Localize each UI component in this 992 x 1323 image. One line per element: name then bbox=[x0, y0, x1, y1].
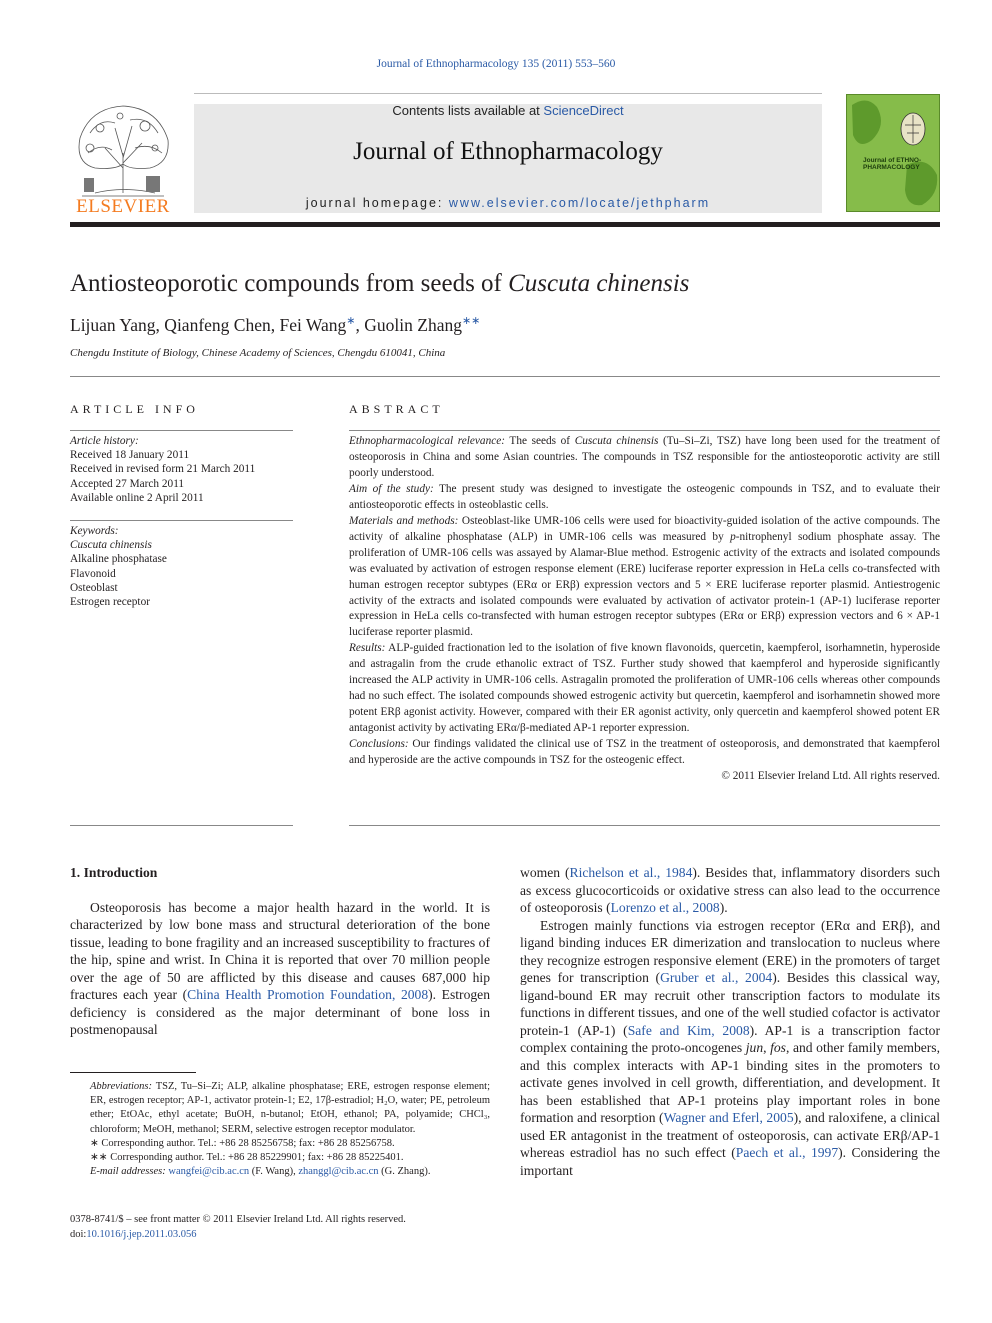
email2-name: (G. Zhang). bbox=[378, 1166, 431, 1178]
contents-prefix: Contents lists available at bbox=[392, 103, 544, 118]
history-label: Article history: bbox=[70, 435, 139, 447]
homepage-prefix: journal homepage: bbox=[305, 196, 449, 210]
abstract-bottom-rule bbox=[349, 825, 940, 826]
email1-name: (F. Wang), bbox=[249, 1166, 299, 1178]
aim-text: The present study was designed to investigate the osteogenic compounds in TSZ, and to evaluate their antiosteoporotic effects in osteoblastic cells. bbox=[349, 482, 940, 511]
methods-label: Materials and methods: bbox=[349, 514, 459, 527]
r2-comma: , bbox=[763, 1040, 771, 1055]
intro-right-column bbox=[520, 864, 940, 1179]
relevance-label: Ethnopharmacological relevance: bbox=[349, 435, 506, 447]
abstract-heading: ABSTRACT bbox=[349, 402, 444, 416]
intro-paragraph-continued bbox=[520, 864, 940, 917]
footnote-rule bbox=[70, 1072, 196, 1073]
authors-last: , Guolin Zhang bbox=[355, 314, 462, 335]
methods-text-a: Osteoblast-like UMR-106 cells were used for bioactivity-guided isolation of the active compounds. The activity of alkaline phosphatase (ALP) in UMR-106 cells was measured by bbox=[349, 514, 940, 543]
elsevier-wordmark: ELSEVIER bbox=[76, 196, 170, 217]
journal-reference[interactable]: Journal of Ethnopharmacology 135 (2011) 553–560 bbox=[376, 58, 616, 70]
corresponding-author-2: ∗∗ Corresponding author. Tel.: +86 28 85229901; fax: +86 28 85225401. bbox=[90, 1152, 404, 1164]
corresponding-author-1: ∗ Corresponding author. Tel.: +86 28 85256758; fax: +86 28 85256758. bbox=[90, 1137, 395, 1149]
r2-text-a: Estrogen mainly functions via estrogen receptor (ERα and ERβ), and ligand binding induces ER dimerization and translocation to nucleus where they recognize estrogen responsive element (ERE) in the promoters of target genes for transcription ( bbox=[520, 917, 940, 985]
article-info-heading: ARTICLE INFO bbox=[70, 402, 199, 416]
r1-text-c: ). bbox=[719, 900, 728, 915]
r2-text-f: ). Considering the important bbox=[520, 1145, 940, 1178]
affiliation: Chengdu Institute of Biology, Chinese Academy of Sciences, Chengdu 610041, China bbox=[70, 347, 446, 359]
affiliation-rule bbox=[70, 376, 940, 377]
relevance-text-a: The seeds of bbox=[505, 435, 575, 447]
issn-line: 0378-8741/$ – see front matter © 2011 Elsevier Ireland Ltd. All rights reserved. bbox=[70, 1214, 406, 1225]
homepage-link[interactable]: www.elsevier.com/locate/jethpharm bbox=[448, 196, 711, 210]
r2-text-b: ). Besides this classical way, ligand-bound ER may recruit other transcription factors to modulate its functions in different tissues, and one of the well studied cofactor is activator protein-1 (AP-1) ( bbox=[520, 970, 940, 1038]
email-addresses bbox=[70, 1165, 490, 1179]
intro-left-column bbox=[70, 864, 490, 1039]
email-link[interactable]: zhanggl@cib.ac.cn bbox=[298, 1166, 379, 1178]
gene-fos: fos bbox=[770, 1040, 786, 1055]
citation-link[interactable]: Paech et al., 1997 bbox=[735, 1145, 839, 1160]
abstract-methods bbox=[349, 514, 940, 642]
footnotes bbox=[70, 1080, 490, 1179]
contents-line bbox=[194, 103, 822, 118]
abstract-conclusions bbox=[349, 737, 940, 769]
journal-cover-thumbnail[interactable] bbox=[846, 94, 940, 212]
homepage-line bbox=[194, 196, 822, 210]
p1-text-a: Osteoporosis has become a major health hazard in the world. It is characterized by low bone mass and structural deterioration of the bone tissue, leading to bone fragility and an increased susceptibility to fractures of the hip, spine and wrist. In China it is reported that over 70 million people over the age of 50 are afflicted by this disease and causes 687,000 hip fractures each year ( bbox=[70, 899, 490, 1002]
p1-text-b: ). Estrogen deficiency is considered as the major determinant of bone loss in postmenopausal bbox=[70, 987, 490, 1037]
keyword-item: Flavonoid bbox=[70, 567, 116, 580]
conclusions-label: Conclusions: bbox=[349, 738, 409, 751]
sciencedirect-link[interactable]: ScienceDirect bbox=[543, 103, 624, 118]
history-rule bbox=[70, 520, 293, 521]
author-star-link-1[interactable]: ∗ bbox=[346, 315, 356, 327]
r2-text-c: ). AP-1 is a transcription factor complex containing the proto-oncogenes bbox=[520, 1022, 940, 1055]
keywords-label: Keywords: bbox=[70, 525, 119, 537]
history-received: Received 18 January 2011 bbox=[70, 449, 190, 462]
history-online: Available online 2 April 2011 bbox=[70, 491, 204, 504]
citation-link[interactable]: Richelson et al., 1984 bbox=[569, 865, 693, 880]
r1-text-b: ). Besides that, inflammatory disorders such as excess glucocorticoids or oxidative stress can also lead to the occurrence of osteoporosis ( bbox=[520, 865, 940, 915]
results-label: Results: bbox=[349, 642, 386, 655]
article-title bbox=[70, 270, 940, 298]
article-history bbox=[70, 434, 293, 505]
r1-text-a: women ( bbox=[520, 865, 570, 880]
history-revised: Received in revised form 21 March 2011 bbox=[70, 463, 256, 476]
aim-label: Aim of the study: bbox=[349, 482, 434, 495]
doi-prefix: doi: bbox=[70, 1229, 87, 1240]
authors-first: Lijuan Yang, Qianfeng Chen, Fei Wang bbox=[70, 314, 347, 335]
intro-paragraph-2 bbox=[520, 917, 940, 1180]
keyword-item: Cuscuta chinensis bbox=[70, 539, 152, 552]
abstract-copyright: © 2011 Elsevier Ireland Ltd. All rights reserved. bbox=[721, 770, 940, 783]
cover-title: Journal of ETHNO-PHARMACOLOGY bbox=[863, 157, 922, 171]
header-thick-rule bbox=[70, 222, 940, 227]
doi-link[interactable]: 10.1016/j.jep.2011.03.056 bbox=[86, 1229, 197, 1240]
keywords bbox=[70, 524, 293, 609]
author-star-link-2[interactable]: ∗∗ bbox=[461, 315, 481, 327]
history-accepted: Accepted 27 March 2011 bbox=[70, 477, 185, 490]
intro-heading: 1. Introduction bbox=[70, 865, 158, 880]
article-info-bottom-rule bbox=[70, 825, 293, 826]
keyword-item: Alkaline phosphatase bbox=[70, 553, 167, 566]
relevance-species: Cuscuta chinensis bbox=[574, 435, 659, 447]
methods-p: p bbox=[730, 530, 736, 543]
intro-paragraph-1 bbox=[70, 899, 490, 1039]
results-text: ALP-guided fractionation led to the isolation of five known flavonoids, quercetin, kaempferol, isorhamnetin, hyperoside and astragalin from the crude ethanolic extract of TSZ. Further study showed that kaempferol and hyperoside significantly increased the ALP activity in UMR-106 cells. Astragalin promoted the proliferation of UMR-106 cells whereas other compounds had no such effect. The isolated compounds showed estrogenic activity but quercetin, kaempferol and isorhamnetin showed more potent ERβ agonist activity. However, compared with their ER agonist activity, only quercetin and kaempferol showed potent ER antagonist activity by activating ERα/β-mediated AP-1 reporter expression. bbox=[349, 642, 940, 735]
r2-text-d: , and other family members, and this complex interacts with AP-1 binding sites in the promoters to activate genes involved in cell growth, differentiation, and development. It has been established that AP-1 proteins play important roles in bone formation and resorption ( bbox=[520, 1040, 940, 1125]
journal-title: Journal of Ethnopharmacology bbox=[353, 138, 663, 165]
abbreviations-text: TSZ, Tu–Si–Zi; ALP, alkaline phosphatase; ERE, estrogen response element; ER, estrogen receptor; AP-1, activator protein-1; E2, 17β-estradiol; H₂O, water; PE, petroleum ether; EtOAc, ethyl acetate; BuOH, n-butanol; EtOH, ethanol; PA, polyamide; CHCl₃, chloroform; MeOH, methanol; SERM, selective estrogen receptor modulator. bbox=[90, 1081, 490, 1135]
keyword-item: Osteoblast bbox=[70, 581, 118, 594]
r2-text-e: ), and raloxifene, a clinical used ER antagonist in the treatment of osteoporosis, can activate ERβ/AP-1 whereas estradiol has no such effect ( bbox=[520, 1110, 940, 1160]
citation-link[interactable]: Safe and Kim, 2008 bbox=[627, 1022, 750, 1038]
conclusions-text: Our findings validated the clinical use of TSZ in the treatment of osteoporosis, and demonstrated that kaempferol and hyperoside are the active compounds in TSZ for the osteogenic effect. bbox=[349, 738, 940, 767]
citation-link[interactable]: China Health Promotion Foundation, 2008 bbox=[187, 987, 429, 1002]
article-title-species: Cuscuta chinensis bbox=[508, 270, 690, 297]
authors bbox=[70, 314, 940, 336]
article-title-plain: Antiosteoporotic compounds from seeds of bbox=[70, 270, 509, 297]
citation-link[interactable]: Gruber et al., 2004 bbox=[660, 970, 773, 985]
cover-emblem-icon bbox=[847, 95, 940, 212]
citation-link[interactable]: Lorenzo et al., 2008 bbox=[610, 900, 720, 915]
abstract-body bbox=[349, 434, 940, 785]
relevance-text-b: (Tu–Si–Zi, TSZ) have long been used for the treatment of osteoporosis in China and some Asian countries. The compounds in TSZ responsible for the antiosteoporotic activity are still poorly understood. bbox=[349, 435, 940, 479]
issn-doi bbox=[70, 1212, 490, 1242]
gene-jun: jun bbox=[745, 1040, 764, 1055]
abbreviations-label: Abbreviations: bbox=[90, 1081, 153, 1092]
email-link[interactable]: wangfei@cib.ac.cn bbox=[168, 1166, 250, 1178]
methods-text-b: -nitrophenyl sodium phosphate assay. The proliferation of UMR-106 cells was assayed by Alamar-Blue method. Estrogenic activity of the extracts and isolated compounds was evaluated by activation of estrogen response element (ERE) luciferase reporter expression in HeLa cells co-transfected with human estrogen receptor subtypes (ERα or ERβ) expression vectors and 5 × ERE luciferase reporter plasmid. Antiestrogenic activity of the extracts and isolated compounds were evaluated by activation of activator protein-1 (AP-1) luciferase reporter expression in HeLa cells co-transfected with human estrogen receptor subtypes (ERα or ERβ) expression vectors and 6 × AP-1 luciferase reporter plasmid. bbox=[349, 530, 940, 639]
abstract-aim bbox=[349, 482, 940, 514]
abstract-results bbox=[349, 641, 940, 737]
banner-top-rule bbox=[194, 93, 822, 94]
abstract-rule bbox=[349, 430, 940, 431]
keyword-item: Estrogen receptor bbox=[70, 596, 150, 609]
citation-link[interactable]: Wagner and Eferl, 2005 bbox=[663, 1110, 794, 1125]
article-info-rule bbox=[70, 430, 293, 431]
doi-line bbox=[70, 1227, 490, 1242]
abbreviations-note bbox=[70, 1080, 490, 1137]
email-label: E-mail addresses: bbox=[90, 1166, 166, 1178]
abstract-relevance bbox=[349, 434, 940, 482]
